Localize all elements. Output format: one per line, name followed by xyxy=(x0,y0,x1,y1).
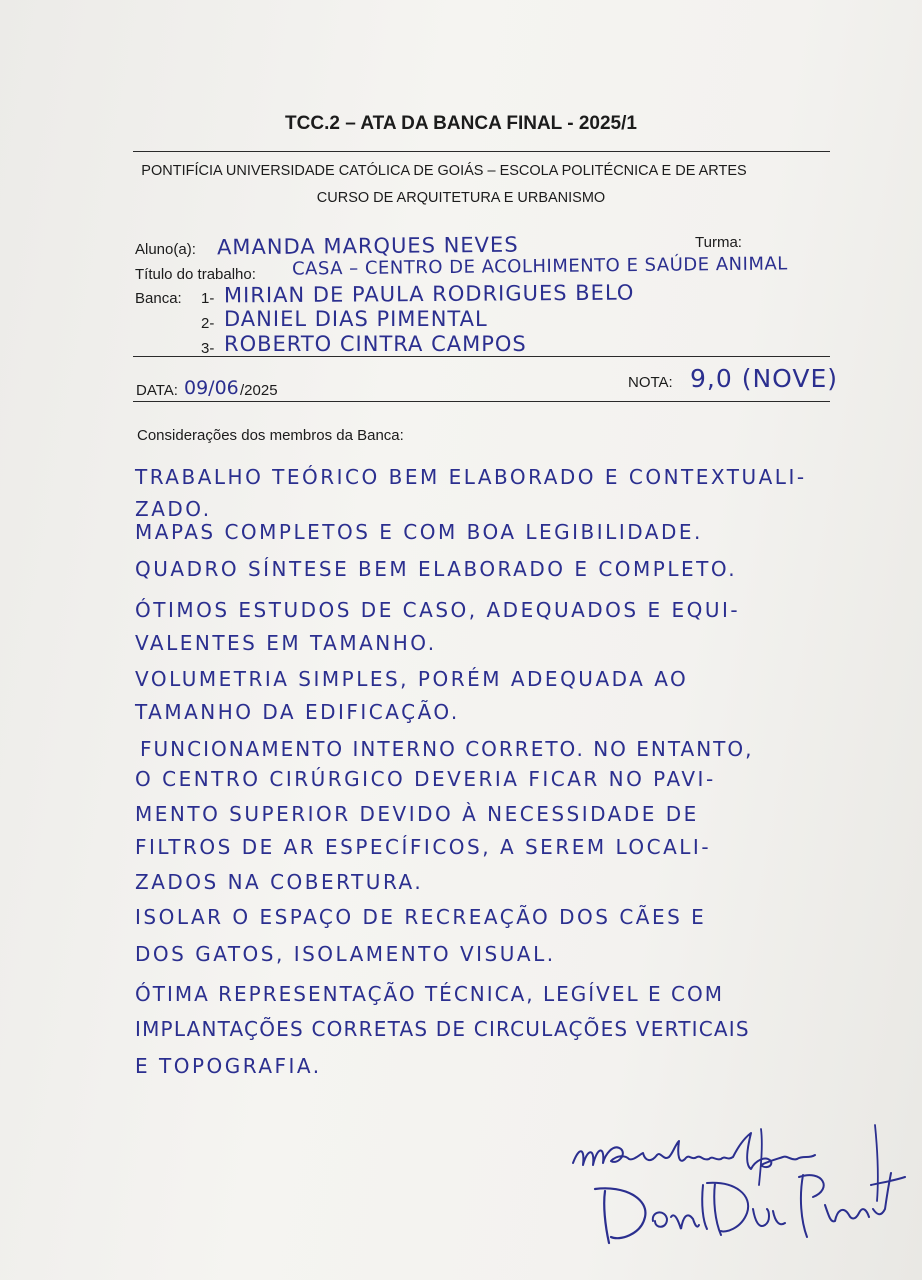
comment-line: ZADO. xyxy=(135,497,212,521)
date-label: DATA: xyxy=(136,382,178,399)
comment-line: ZADOS NA COBERTURA. xyxy=(135,870,424,894)
signature-2 xyxy=(575,1125,905,1235)
comment-line: E TOPOGRAFIA. xyxy=(135,1054,322,1078)
comment-line: FUNCIONAMENTO INTERNO CORRETO. NO ENTANTO, xyxy=(140,737,754,761)
comment-line: VOLUMETRIA SIMPLES, PORÉM ADEQUADA AO xyxy=(135,667,689,691)
work-title-label: Título do trabalho: xyxy=(135,266,256,283)
committee-member-2: DANIEL DIAS PIMENTAL xyxy=(224,307,488,331)
grade-value: 9,0 (NOVE) xyxy=(690,364,839,393)
comment-line: FILTROS DE AR ESPECÍFICOS, A SEREM LOCALI- xyxy=(135,835,712,859)
committee-label: Banca: xyxy=(135,290,182,307)
committee-divider xyxy=(133,356,830,357)
committee-member-number: 3- xyxy=(201,340,215,357)
comment-line: MENTO SUPERIOR DEVIDO À NECESSIDADE DE xyxy=(135,802,699,826)
date-grade-divider xyxy=(133,401,830,402)
committee-member-number: 2- xyxy=(201,315,215,332)
comment-line: MAPAS COMPLETOS E COM BOA LEGIBILIDADE. xyxy=(135,520,703,544)
comment-line: TAMANHO DA EDIFICAÇÃO. xyxy=(135,700,460,724)
comment-line: IMPLANTAÇÕES CORRETAS DE CIRCULAÇÕES VERTICAIS xyxy=(135,1017,750,1041)
institution-name: PONTIFÍCIA UNIVERSIDADE CATÓLICA DE GOIÁS – ESCOLA POLITÉCNICA E DE ARTES xyxy=(141,163,747,179)
date-year: /2025 xyxy=(240,382,278,399)
considerations-label: Considerações dos membros da Banca: xyxy=(137,427,404,444)
grade-label: NOTA: xyxy=(628,374,673,391)
committee-member-3: ROBERTO CINTRA CAMPOS xyxy=(224,332,527,356)
comment-line: ISOLAR O ESPAÇO DE RECREAÇÃO DOS CÃES E xyxy=(135,905,707,929)
course-name: CURSO DE ARQUITETURA E URBANISMO xyxy=(316,190,606,206)
class-label: Turma: xyxy=(695,234,742,251)
comment-line: QUADRO SÍNTESE BEM ELABORADO E COMPLETO. xyxy=(135,557,738,581)
document-title: TCC.2 – ATA DA BANCA FINAL - 2025/1 xyxy=(285,113,637,134)
committee-member-number: 1- xyxy=(201,290,215,307)
comment-line: TRABALHO TEÓRICO BEM ELABORADO E CONTEXTUALI- xyxy=(135,465,807,489)
comment-line: ÓTIMA REPRESENTAÇÃO TÉCNICA, LEGÍVEL E COM xyxy=(135,982,724,1006)
comment-line: O CENTRO CIRÚRGICO DEVERIA FICAR NO PAVI- xyxy=(135,767,716,791)
student-label: Aluno(a): xyxy=(135,241,196,258)
committee-member-1: MIRIAN DE PAULA RODRIGUES BELO xyxy=(223,280,635,308)
title-divider xyxy=(133,151,830,152)
student-name: AMANDA MARQUES NEVES xyxy=(216,232,519,260)
date-day-month: 09/06 xyxy=(184,377,239,399)
work-title-value: CASA – CENTRO DE ACOLHIMENTO E SAÚDE ANIMAL xyxy=(291,253,788,280)
comment-line: VALENTES EM TAMANHO. xyxy=(135,631,437,655)
comment-line: DOS GATOS, ISOLAMENTO VISUAL. xyxy=(135,942,556,966)
comment-line: ÓTIMOS ESTUDOS DE CASO, ADEQUADOS E EQUI- xyxy=(135,598,741,622)
